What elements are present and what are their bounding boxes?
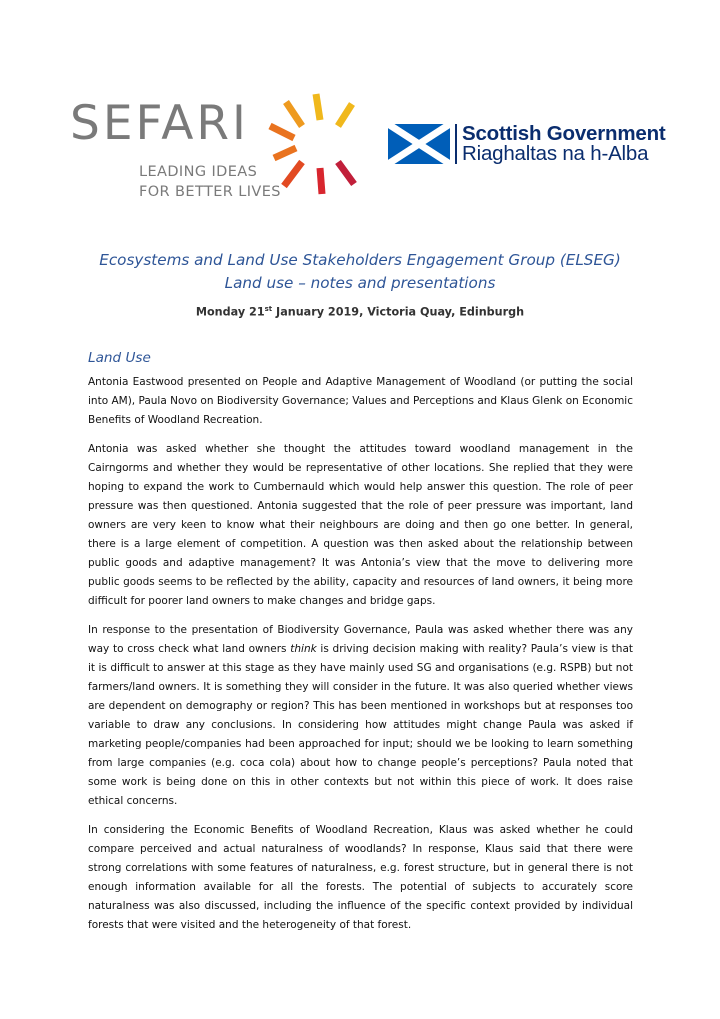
meeting-date-location: January 2019, Victoria Quay, Edinburgh [272, 305, 525, 319]
meeting-day: Monday 21 [195, 305, 265, 319]
sefari-sunburst-icon [268, 88, 378, 198]
paragraph [88, 621, 633, 811]
sefari-wordmark: SEFARI [70, 96, 249, 151]
paragraph: In considering the Economic Benefits of Woodland Recreation, Klaus was asked whether he could compare perceived and actual naturalness of woodlands? In response, Klaus said that there were strong correlations with some features of naturalness, e.g. forest structure, but in general there is not enough information available for all the forests. The potential of subjects to accurately score naturalness was also discussed, including the influence of the specific context provided by individual forests that were visited and the heterogeneity of that forest. [88, 824, 633, 931]
section-body [88, 373, 633, 945]
paragraph: Antonia was asked whether she thought the attitudes toward woodland management in the Cairngorms and whether they would be representative of other locations. She replied that they were hoping to expand the work to Cumbernauld which would help answer this question. The role of peer pressure was then questioned. Antonia suggested that the role of peer pressure was important, land owners are very keen to know what their neighbours are doing and then go one better. In general, there is a large element of competition. A question was then asked about the relationship between public goods and adaptive management? It was Antonia’s view that the move to delivering more public goods seems to be reflected by the ability, capacity and resources of land owners, it being more difficult for poorer land owners to make changes and bridge gaps. [88, 443, 633, 607]
paragraph-text: In response to the presentation of Biodiversity Governance, Paula was asked whether there was any way to cross check what land owners [88, 624, 633, 655]
burst-ray [338, 162, 354, 184]
sefari-tagline [139, 162, 281, 202]
emphasis-text: think [290, 643, 317, 655]
document-title: Ecosystems and Land Use Stakeholders Engagement Group (ELSEG) [99, 251, 621, 269]
section-heading: Land Use [88, 350, 151, 366]
sg-name-english: Scottish Government [462, 122, 666, 145]
logo-banner [0, 0, 720, 220]
meeting-day-suffix: st [264, 305, 273, 313]
burst-ray [316, 94, 320, 120]
sefari-tagline-line1: LEADING IDEAS [139, 164, 258, 180]
burst-ray [286, 102, 302, 126]
burst-ray [338, 104, 352, 126]
scottish-government-logotype [462, 124, 666, 164]
burst-ray [320, 168, 322, 194]
paragraph: Antonia Eastwood presented on People and Adaptive Management of Woodland (or putting the social into AM), Paula Novo on Biodiversity Governance; Values and Perceptions and Klaus Glenk on Economic Benefits of Woodland Recreation. [88, 376, 633, 426]
meeting-details [0, 305, 720, 319]
document-subtitle: Land use – notes and presentations [224, 274, 496, 292]
burst-ray [274, 148, 296, 158]
burst-ray [284, 162, 302, 186]
sefari-tagline-line2: FOR BETTER LIVES [139, 184, 281, 200]
saltire-flag-icon [388, 124, 450, 164]
paragraph-text: is driving decision making with reality? Paula’s view is that it is difficult to answer at this stage as they have mainly used SG and organisations (e.g. RSPB) but not farmers/land owners. It is something they will consider in the future. It was also queried whether views are dependent on demography or region? This has been mentioned in workshops but at responses too variable to draw any conclusions. In considering how attitudes might change Paula was asked if marketing people/companies had been approached for input; should we be looking to learn something from large companies (e.g. coca cola) about how to change people’s perceptions? Paula noted that some work is being done on this in other contexts but not within this piece of work. It does raise ethical concerns. [88, 643, 633, 807]
sg-divider [455, 124, 457, 164]
sg-name-gaelic: Riaghaltas na h-Alba [462, 142, 649, 165]
burst-ray [270, 126, 294, 138]
